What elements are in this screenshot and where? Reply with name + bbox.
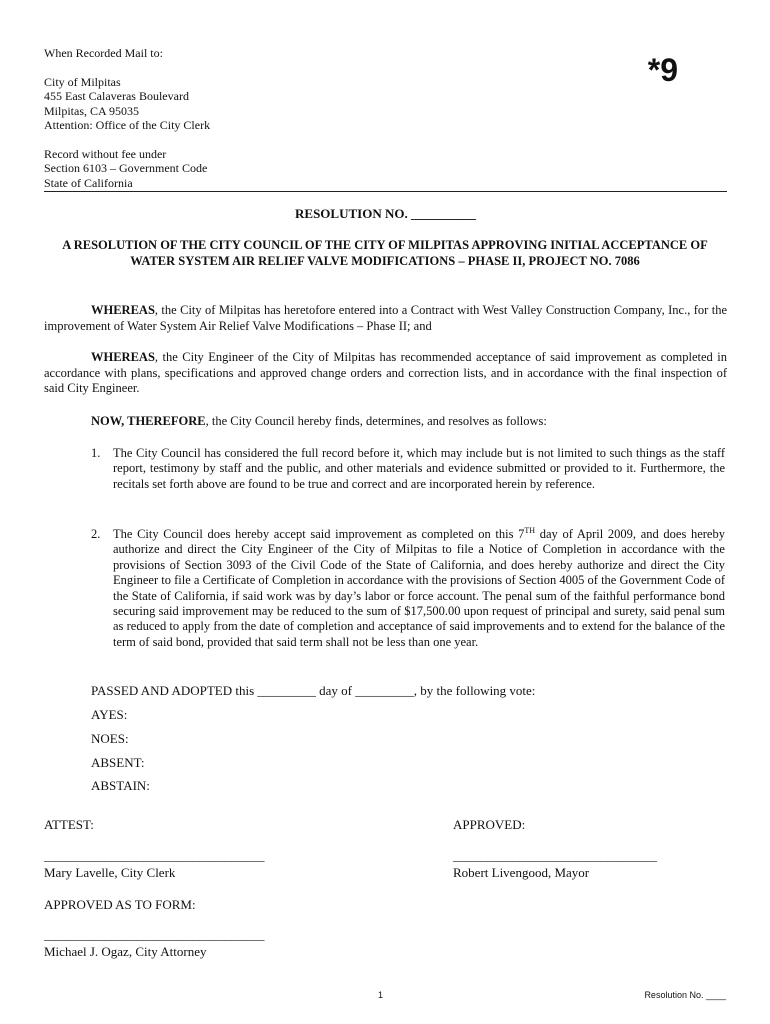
now-therefore-text: , the City Council hereby finds, determines, and resolves as follows: (205, 414, 547, 428)
header-divider (44, 191, 727, 192)
attorney-signature-line: ________________________________________ (44, 928, 264, 942)
resolution-item-1: The City Council has considered the full record before it, which may include but is not limited to such things as the staff report, testimony by staff and the public, and other materials and evidence submitted or provided to it. Furthermore, the recitals set forth above are found to be true and correct and are incorporated herein by reference. (113, 446, 725, 491)
mayor-name: Robert Livengood, Mayor (453, 865, 590, 880)
item-text: The City Council does hereby accept said improvement as completed on this 7 (113, 527, 525, 541)
agenda-mark: *9 (647, 52, 678, 88)
page-number: 1 (378, 990, 384, 1000)
vote-abstain: ABSTAIN: (91, 778, 150, 793)
vote-ayes: AYES: (91, 707, 128, 722)
resolution-reference: Resolution No. ____ (644, 990, 726, 1000)
address-line: 455 East Calaveras Boulevard (44, 89, 189, 104)
whereas-text: , the City of Milpitas has heretofore entered into a Contract with West Valley Construction Company, Inc., for the improvement of Water System Air Relief Valve Modifications – Phase II; and (44, 303, 727, 333)
whereas-lead: WHEREAS (91, 303, 155, 317)
fee-line: State of California (44, 175, 133, 190)
return-to-label: When Recorded Mail to: (44, 46, 163, 60)
clerk-signature-line: ________________________________________ (44, 849, 264, 863)
item-number: 2. (91, 527, 101, 541)
fee-line: Record without fee under (44, 146, 167, 161)
whereas-clause-1 (44, 303, 727, 334)
item-number: 1. (91, 446, 101, 460)
now-therefore-clause (44, 414, 727, 430)
item-text: day of April 2009, and does hereby authorize and direct the City Engineer of the City of Milpitas to file a Notice of Completion in accordance with the provisions of Section 3093 of the Civil Code of the State of California, and does hereby authorize and direct the City Engineer to file a Certificate of Completion in accordance with the provisions of Section 4005 of the Government Code of the State of California, if said work was by day’s labor or force account. The penal sum of the faithful performance bond securing said improvement may be reduced to the sum of $17,500.00 upon request of principal and surety, said penal sum as reduced to apply from the date of completion and acceptance of said improvements and to extend for the balance of the term of said bond, provided that said term shall not be less than one year. (113, 527, 725, 649)
whereas-lead: WHEREAS (91, 350, 155, 364)
whereas-clause-2 (44, 350, 727, 397)
vote-noes: NOES: (91, 731, 129, 746)
resolution-item-2 (113, 527, 725, 650)
resolution-title: A RESOLUTION OF THE CITY COUNCIL OF THE CITY OF MILPITAS APPROVING INITIAL ACCEPTANCE OF WATER SYSTEM AIR RELIEF VALVE MODIFICATIONS – PHASE II, PROJECT NO. 7086 (62, 238, 708, 268)
recording-header (44, 46, 210, 190)
approved-label: APPROVED: (453, 817, 526, 832)
fee-line: Section 6103 – Government Code (44, 161, 208, 176)
attorney-name: Michael J. Ogaz, City Attorney (44, 944, 207, 959)
whereas-text: , the City Engineer of the City of Milpitas has recommended acceptance of said improvement as completed in accordance with plans, specifications and approved change orders and correction lists, and in accordance with the final inspection of said City Engineer. (44, 350, 727, 395)
now-therefore-lead: NOW, THEREFORE (91, 414, 206, 428)
vote-absent: ABSENT: (91, 755, 145, 770)
passed-adopted-line: PASSED AND ADOPTED this _________ day of _________, by the following vote: (91, 683, 536, 698)
clerk-name: Mary Lavelle, City Clerk (44, 865, 176, 880)
address-line: Attention: Office of the City Clerk (44, 118, 211, 133)
ordinal-suffix: TH (524, 525, 536, 535)
address-line: City of Milpitas (44, 74, 121, 89)
mayor-signature-line: _____________________________________ (453, 849, 657, 863)
address-line: Milpitas, CA 95035 (44, 103, 140, 118)
approved-as-to-form-label: APPROVED AS TO FORM: (44, 897, 196, 912)
resolution-number: RESOLUTION NO. __________ (295, 206, 476, 221)
attest-label: ATTEST: (44, 817, 94, 832)
